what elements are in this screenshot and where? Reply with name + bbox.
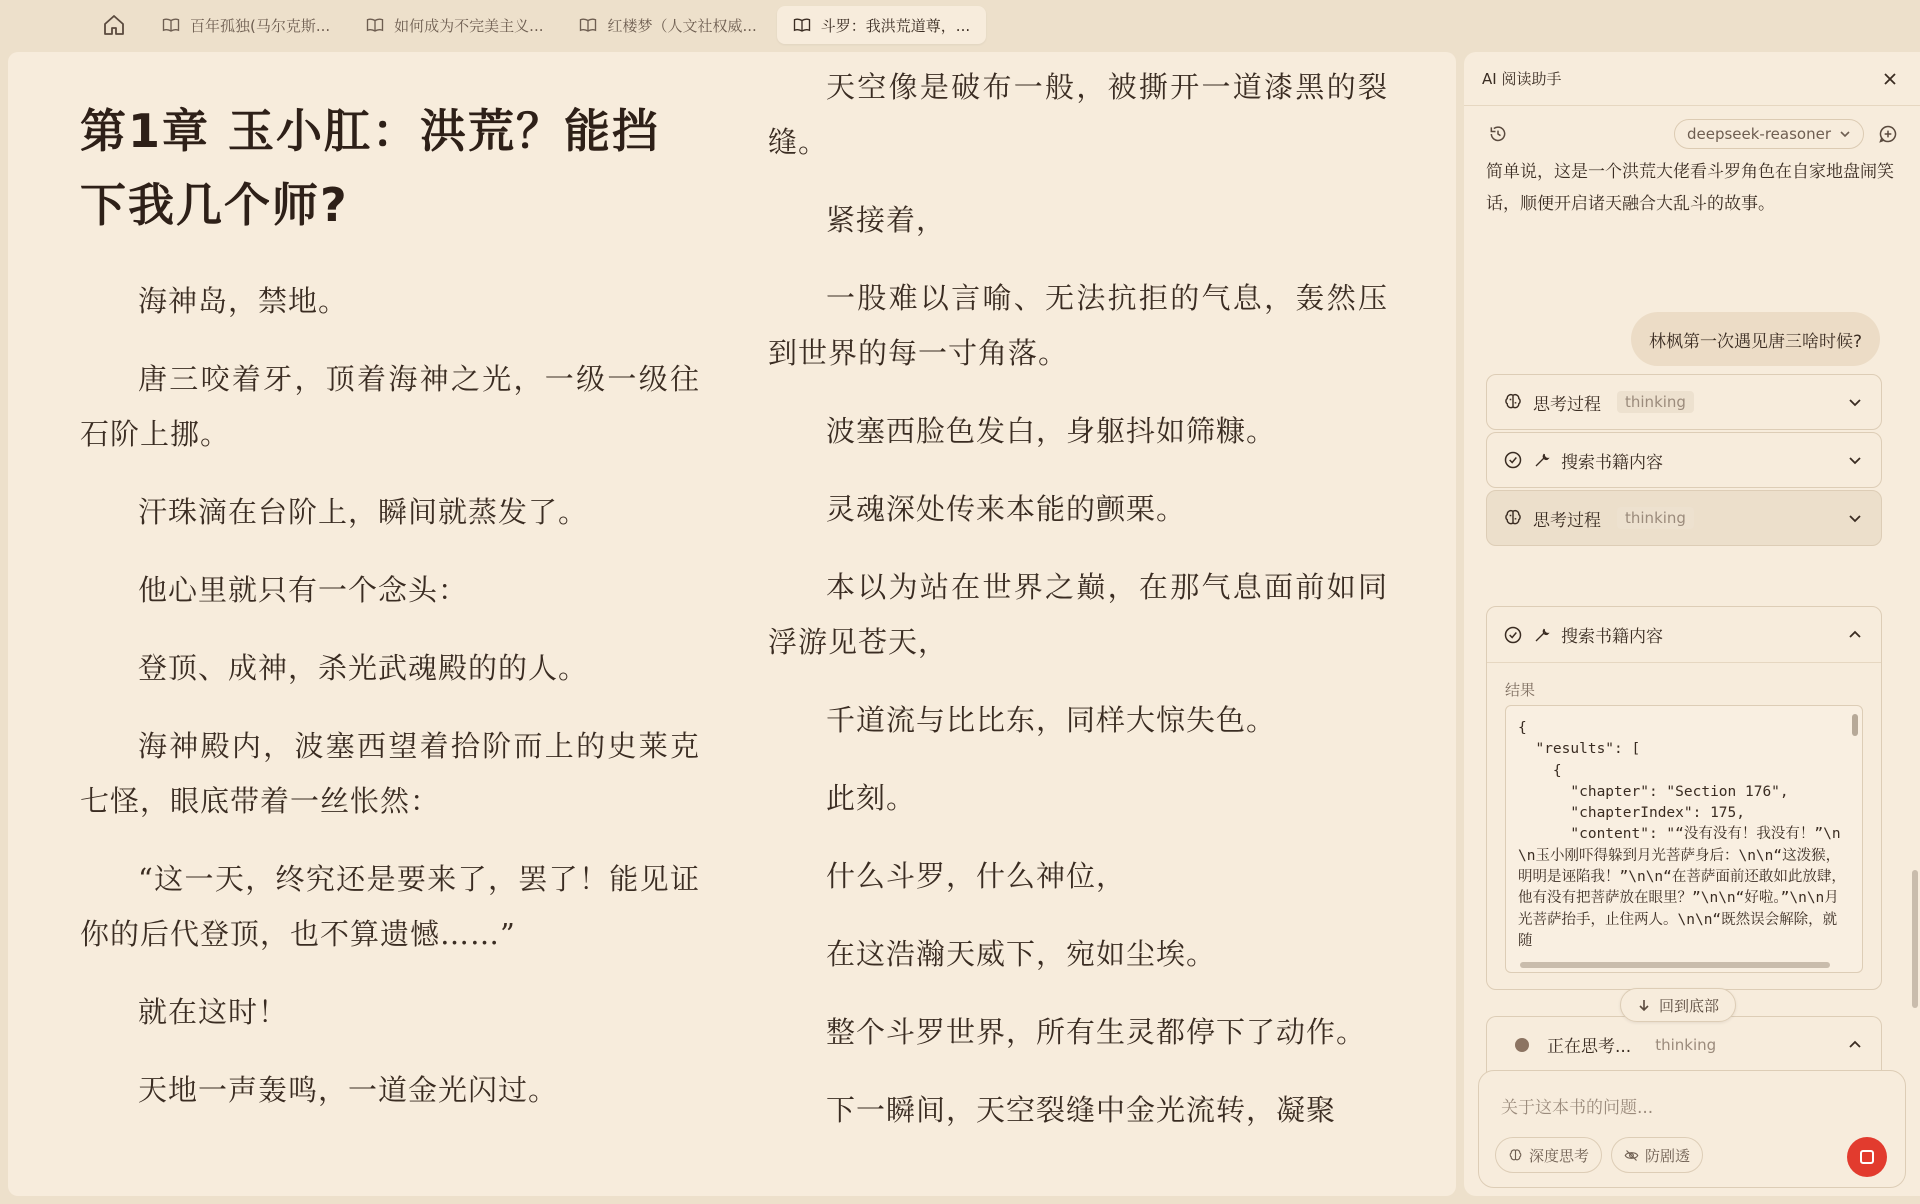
tab-bar: [0, 0, 1920, 50]
model-name: deepseek-reasoner: [1686, 125, 1831, 143]
step-thinking-current[interactable]: [1486, 1016, 1882, 1072]
chevron-down-icon: [1847, 394, 1863, 410]
step-label: 搜索书籍内容: [1561, 452, 1663, 473]
chevron-down-icon: [1847, 510, 1863, 526]
model-select[interactable]: [1674, 119, 1864, 149]
brain-icon: [1503, 508, 1523, 528]
wrench-icon: [1533, 451, 1551, 469]
step-search-header[interactable]: [1487, 607, 1881, 663]
step-thinking[interactable]: [1486, 490, 1882, 546]
back-to-bottom-label: 回到底部: [1659, 996, 1720, 1015]
step-search-expanded: [1486, 606, 1882, 990]
step-label: 思考过程: [1533, 510, 1601, 531]
step-search[interactable]: [1486, 432, 1882, 488]
panel-header: [1464, 52, 1920, 106]
paragraph: 就在这时！: [138, 995, 289, 1029]
arrow-down-icon: [1637, 998, 1651, 1012]
reader-column-left: [80, 52, 700, 1196]
question-input[interactable]: [1501, 1093, 1881, 1123]
reader-column-right: [768, 52, 1388, 1196]
paragraph: 他心里就只有一个念头：: [138, 573, 469, 607]
paragraph: 整个斗罗世界，所有生灵都停下了动作。: [826, 1015, 1367, 1049]
deep-think-toggle[interactable]: [1495, 1137, 1602, 1173]
stop-icon: [1860, 1150, 1874, 1164]
paragraph: “这一天，终究还是要来了，罢了！能见证你的后代登顶，也不算遗憾……”: [80, 862, 700, 951]
stop-button[interactable]: [1847, 1137, 1887, 1177]
chevron-down-icon: [1839, 128, 1851, 140]
loading-dot-icon: [1515, 1038, 1529, 1052]
step-thinking[interactable]: [1486, 374, 1882, 430]
user-message: 林枫第一次遇见唐三啥时候?: [1631, 312, 1880, 366]
check-circle-icon: [1503, 625, 1523, 645]
home-icon[interactable]: [96, 7, 132, 43]
check-circle-icon: [1503, 450, 1523, 470]
history-icon[interactable]: [1488, 124, 1508, 144]
paragraph: 下一瞬间，天空裂缝中金光流转，凝聚: [826, 1093, 1337, 1127]
tab-book-2[interactable]: [350, 6, 559, 44]
result-label: 结果: [1505, 681, 1536, 699]
panel-scrollbar[interactable]: [1912, 870, 1918, 1008]
tab-label: 斗罗：我洪荒道尊，...: [820, 16, 971, 35]
book-icon: [162, 16, 180, 34]
chapter-title: 第1章 玉小肛：洪荒？能挡下我几个师?: [80, 104, 661, 232]
thinking-badge: thinking: [1655, 1035, 1717, 1054]
tab-book-3[interactable]: [563, 6, 772, 44]
paragraph: 唐三咬着牙，顶着海神之光，一级一级往石阶上挪。: [80, 362, 700, 451]
paragraph: 此刻。: [826, 781, 917, 815]
paragraph: 紧接着，: [826, 203, 947, 237]
wrench-icon: [1533, 626, 1551, 644]
chevron-down-icon: [1847, 452, 1863, 468]
close-icon[interactable]: [1882, 71, 1898, 87]
paragraph: 天地一声轰鸣，一道金光闪过。: [138, 1073, 559, 1107]
panel-title: AI 阅读助手: [1482, 70, 1562, 88]
paragraph: 汗珠滴在台阶上，瞬间就蒸发了。: [138, 495, 589, 529]
question-input-area: [1478, 1070, 1906, 1188]
assistant-toolbar: [1464, 114, 1920, 154]
tab-label: 百年孤独(马尔克斯...: [190, 16, 331, 35]
thinking-badge: thinking: [1617, 507, 1694, 529]
code-scrollbar-horizontal[interactable]: [1520, 962, 1830, 968]
book-icon: [366, 16, 384, 34]
anti-spoiler-label: 防剧透: [1645, 1146, 1691, 1165]
book-icon: [793, 16, 811, 34]
paragraph: 本以为站在世界之巅，在那气息面前如同浮游见苍天，: [768, 570, 1388, 659]
deep-think-label: 深度思考: [1529, 1146, 1590, 1165]
ai-assistant-panel: [1464, 52, 1920, 1196]
step-label: 搜索书籍内容: [1561, 627, 1663, 647]
tab-book-4-active[interactable]: [777, 6, 986, 44]
result-json: { "results": [ { "chapter": "Section 176", "chapterIndex": 175, "content": "“没有没有！我没有！”\n\n玉小刚吓得躲到月光菩萨身后：\n\n“这泼猴，明明是诬陷我！”\n\n“在菩萨面前还敢如此放肆，他有没有把菩萨放在眼里？”\n\n“好啦。”\n\n月光菩萨抬手，止住两人。\n\n“既然误会解除，就随: [1518, 720, 1846, 949]
result-code-box[interactable]: [1505, 705, 1863, 973]
step-label: 思考过程: [1533, 394, 1601, 415]
reader-page: [8, 52, 1456, 1196]
step-label: 正在思考...: [1547, 1037, 1632, 1057]
thinking-badge: thinking: [1617, 391, 1694, 413]
back-to-bottom-button[interactable]: [1620, 988, 1736, 1022]
paragraph: 一股难以言喻、无法抗拒的气息，轰然压到世界的每一寸角落。: [768, 281, 1388, 370]
brain-icon: [1508, 1148, 1523, 1163]
new-chat-icon[interactable]: [1878, 124, 1898, 144]
paragraph: 登顶、成神，杀光武魂殿的的人。: [138, 651, 589, 685]
brain-icon: [1503, 392, 1523, 412]
chevron-up-icon: [1847, 1037, 1863, 1053]
tab-label: 红楼梦（人文社权威...: [607, 16, 757, 35]
eye-off-icon: [1624, 1148, 1639, 1163]
paragraph: 海神殿内，波塞西望着拾阶而上的史莱克七怪，眼底带着一丝怅然：: [80, 729, 700, 818]
paragraph: 波塞西脸色发白，身躯抖如筛糠。: [826, 414, 1277, 448]
assistant-answer: 简单说，这是一个洪荒大佬看斗罗角色在自家地盘闹笑话，顺便开启诸天融合大乱斗的故事。: [1486, 162, 1894, 214]
anti-spoiler-toggle[interactable]: [1611, 1137, 1703, 1173]
tab-label: 如何成为不完美主义...: [394, 16, 544, 35]
paragraph: 海神岛，禁地。: [138, 284, 349, 318]
paragraph: 在这浩瀚天威下，宛如尘埃。: [826, 937, 1217, 971]
paragraph: 什么斗罗，什么神位，: [826, 859, 1127, 893]
paragraph: 天空像是破布一般，被撕开一道漆黑的裂缝。: [768, 70, 1388, 159]
chevron-up-icon: [1847, 627, 1863, 643]
book-icon: [579, 16, 597, 34]
paragraph: 灵魂深处传来本能的颤栗。: [826, 492, 1187, 526]
paragraph: 千道流与比比东，同样大惊失色。: [826, 703, 1277, 737]
code-scrollbar-vertical[interactable]: [1852, 714, 1858, 736]
tab-book-1[interactable]: [146, 6, 346, 44]
